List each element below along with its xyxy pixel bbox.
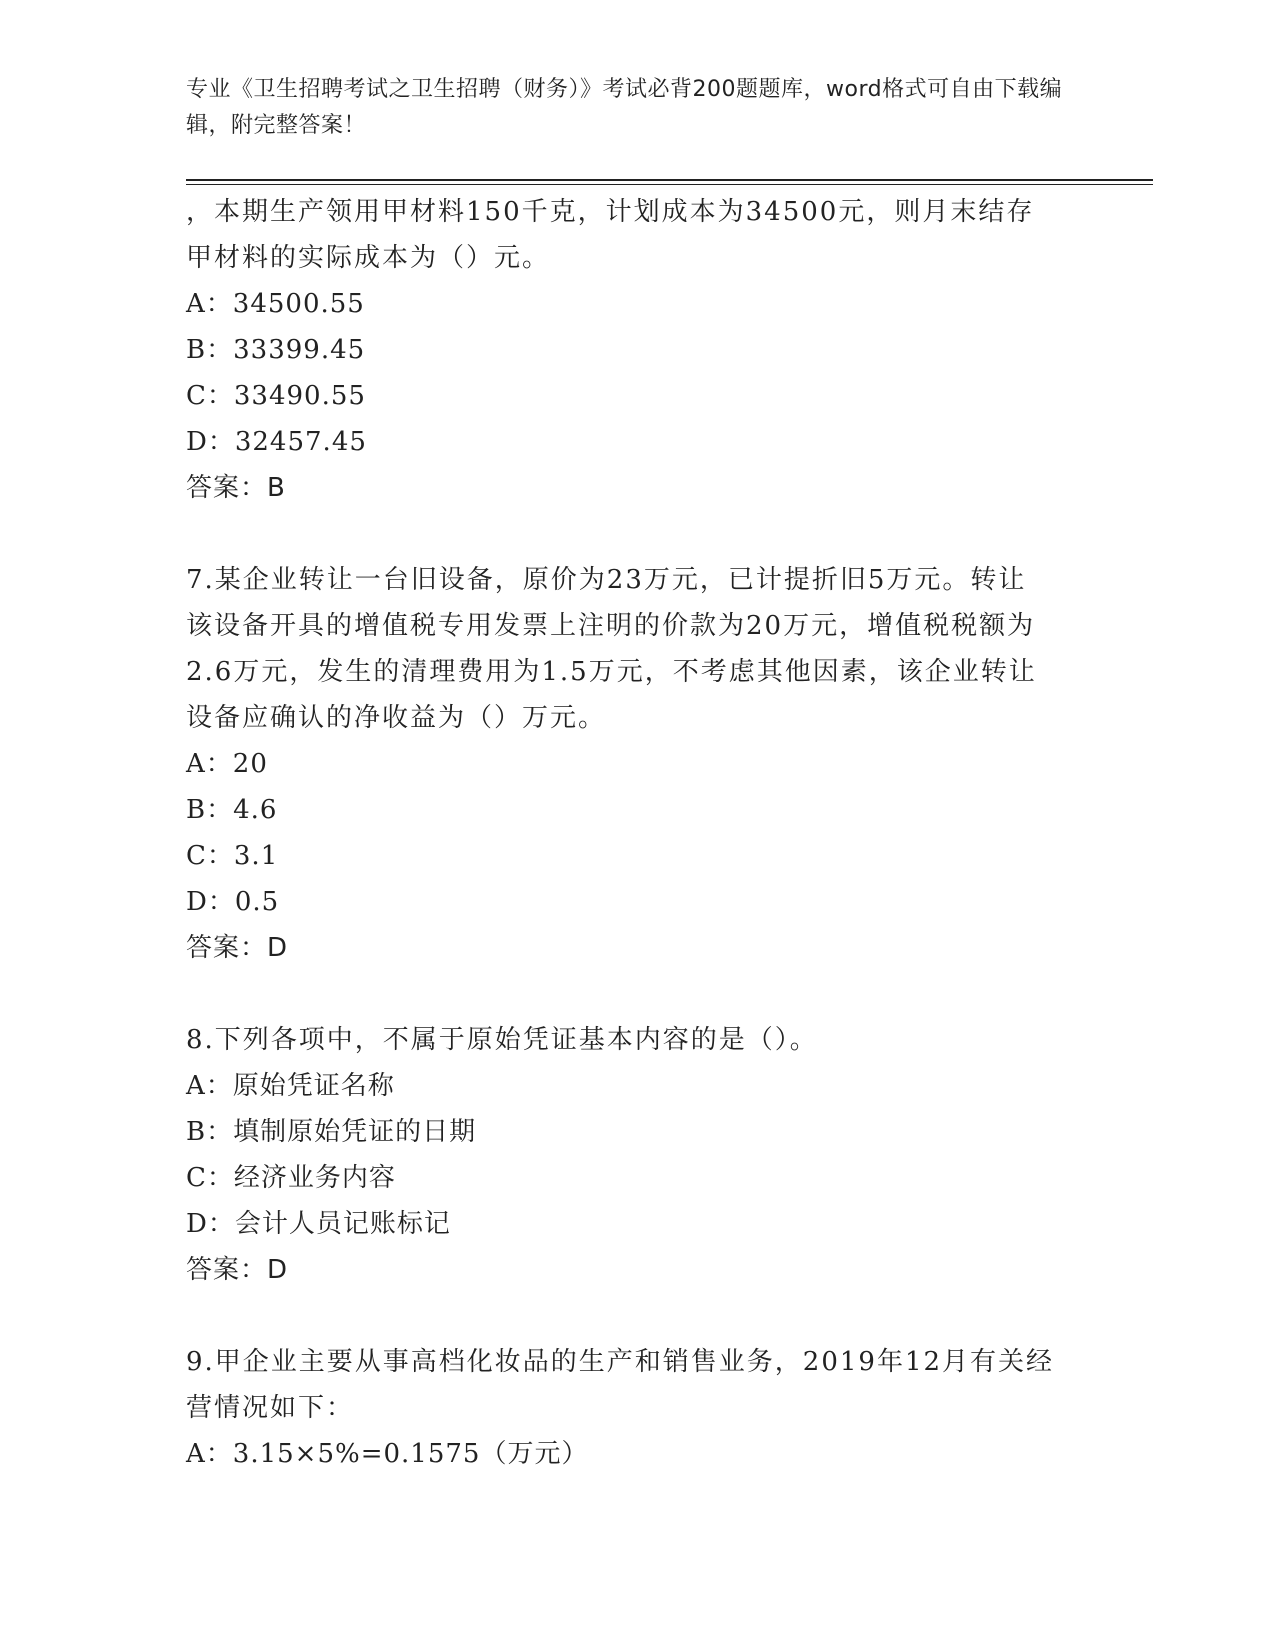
option-b: B：填制原始凭证的日期	[186, 1117, 477, 1147]
option-a: A：20	[186, 749, 268, 779]
option-d: D：0.5	[186, 887, 280, 917]
question-list	[186, 189, 1086, 1477]
answer-line: 答案：D	[186, 1255, 289, 1285]
option-d: D：32457.45	[186, 427, 367, 457]
question-stem-line: 8.下列各项中，不属于原始凭证基本内容的是（）。	[186, 1025, 818, 1055]
question-stem-line: 甲材料的实际成本为（）元。	[186, 243, 551, 273]
answer-line: 答案：D	[186, 933, 289, 963]
option-d: D：会计人员记账标记	[186, 1209, 451, 1239]
question-stem-line: 营情况如下：	[186, 1393, 355, 1423]
option-a: A：3.15×5%=0.1575（万元）	[186, 1439, 589, 1469]
question-stem-line: 设备应确认的净收益为（）万元。	[186, 703, 607, 733]
option-a: A：34500.55	[186, 289, 365, 319]
option-b: B：4.6	[186, 795, 278, 825]
document-header: 专业《卫生招聘考试之卫生招聘（财务）》考试必背200题题库，word格式可自由下载编辑，附完整答案！	[186, 77, 1063, 138]
question-7	[186, 557, 1086, 971]
question-6-continued	[186, 189, 1086, 511]
question-8	[186, 1017, 1086, 1293]
header-divider-thick	[186, 179, 1153, 181]
option-c: C：经济业务内容	[186, 1163, 396, 1193]
question-stem-line: 7.某企业转让一台旧设备，原价为23万元，已计提折旧5万元。转让	[186, 565, 1027, 595]
option-c: C：3.1	[186, 841, 279, 871]
header-divider-thin	[186, 184, 1153, 185]
option-a: A：原始凭证名称	[186, 1071, 395, 1101]
option-c: C：33490.55	[186, 381, 366, 411]
answer-line: 答案：B	[186, 473, 286, 503]
question-stem-line: ，本期生产领用甲材料150千克，计划成本为34500元，则月末结存	[186, 197, 1035, 227]
question-stem-line: 9.甲企业主要从事高档化妆品的生产和销售业务，2019年12月有关经	[186, 1347, 1055, 1377]
question-9	[186, 1339, 1086, 1477]
question-stem-line: 2.6万元，发生的清理费用为1.5万元，不考虑其他因素，该企业转让	[186, 657, 1037, 687]
question-stem-line: 该设备开具的增值税专用发票上注明的价款为20万元，增值税税额为	[186, 611, 1036, 641]
option-b: B：33399.45	[186, 335, 366, 365]
